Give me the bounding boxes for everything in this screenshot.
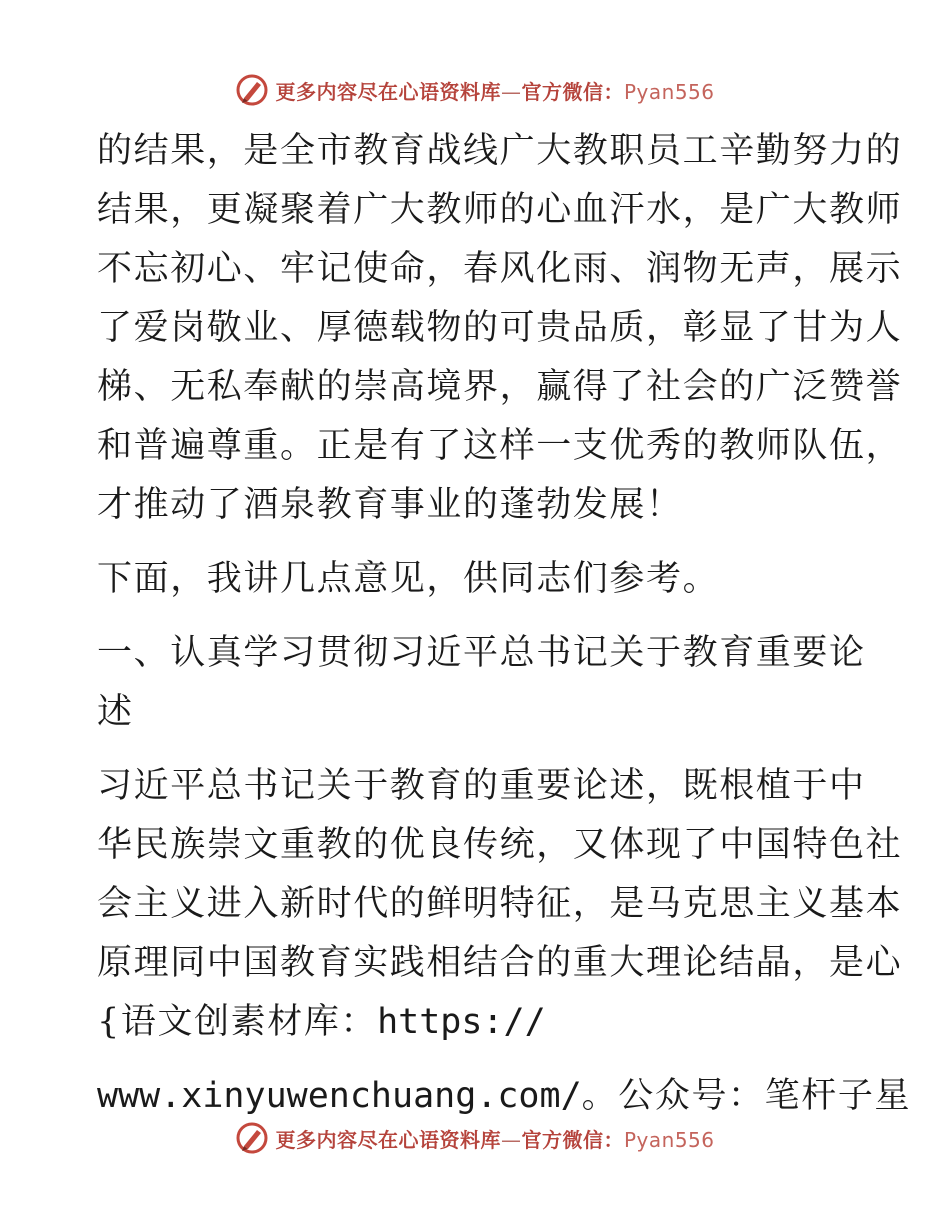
paragraph-1 [97, 122, 903, 535]
banner-wechat-id: Pyan556 [623, 79, 715, 104]
source-note-suffix: 。公众号：笔杆子星 [581, 1076, 912, 1116]
heading-line: 一、认真学习贯彻习近平总书记关于教育重要论 [97, 633, 866, 673]
banner-separator: — [500, 1127, 522, 1152]
pen-logo-icon [235, 1121, 269, 1155]
banner-wechat-id: Pyan556 [623, 1127, 715, 1152]
text-line: 会主义进入新时代的鲜明特征，是马克思主义基本 [97, 884, 903, 924]
text-line: 的结果，是全市教育战线广大教职员工辛勤努力的 [97, 131, 903, 171]
banner-wechat-label: 官方微信： [521, 1127, 624, 1152]
text-line: 原理同中国教育实践相结合的重大理论结晶，是心 [97, 943, 903, 983]
banner-separator: — [500, 79, 522, 104]
heading-line: 述 [97, 692, 134, 732]
text-line: 华民族崇文重教的优良传统，又体现了中国特色社 [97, 825, 903, 865]
pen-logo-icon [235, 73, 269, 107]
banner-title: 更多内容尽在心语资料库 [275, 1127, 501, 1152]
text-line: 和普遍尊重。正是有了这样一支优秀的教师队伍， [97, 426, 903, 466]
section-heading-1 [97, 624, 867, 742]
banner-wechat-label: 官方微信： [521, 79, 624, 104]
banner-title: 更多内容尽在心语资料库 [275, 79, 501, 104]
document-body [97, 122, 912, 1126]
footer-banner [0, 1118, 950, 1158]
paragraph-2: 下面，我讲几点意见，供同志们参考。 [97, 559, 720, 599]
header-banner [0, 70, 950, 110]
text-line: 习近平总书记关于教育的重要论述，既根植于中 [97, 766, 866, 806]
paragraph-3 [97, 757, 903, 1052]
text-line: 不忘初心、牢记使命，春风化雨、润物无声，展示 [97, 249, 903, 289]
source-url-part-1: https:// [377, 1002, 546, 1042]
source-url-part-2: www.xinyuwenchuang.com/ [97, 1076, 582, 1116]
source-note-prefix: {语文创素材库： [97, 1002, 378, 1042]
text-line: 结果，更凝聚着广大教师的心血汗水，是广大教师 [97, 190, 903, 230]
text-line: 才推动了酒泉教育事业的蓬勃发展！ [97, 485, 683, 525]
text-line: 了爱岗敬业、厚德载物的可贵品质，彰显了甘为人 [97, 308, 903, 348]
source-note-line-1 [97, 993, 867, 1052]
text-line: 梯、无私奉献的崇高境界，赢得了社会的广泛赞誉 [97, 367, 903, 407]
